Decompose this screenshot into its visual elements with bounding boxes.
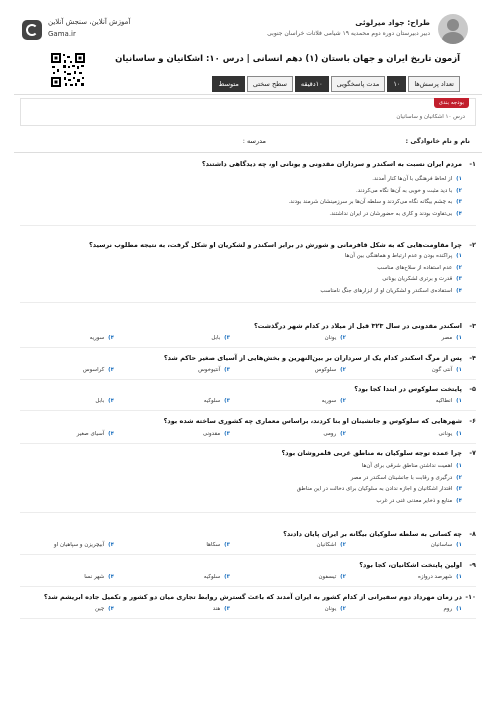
option-number: ۳) [224,606,230,612]
option-text: رومی [323,431,338,437]
answer-option-2[interactable] [318,574,346,580]
option-number: ۱) [456,463,462,469]
option-number: ۴) [108,335,114,341]
duration-value: ۱۰دقیقه [295,76,329,92]
option-text: سلوکوس [314,367,338,373]
option-number: ۲) [456,264,462,271]
option-number: ۲) [340,606,346,612]
option-number: ۲) [340,431,346,437]
option-text: انطاکیه [435,398,454,404]
answer-option-1[interactable] [418,574,462,580]
option-number: ۱) [456,398,462,404]
option-number: ۱) [456,335,462,341]
option-number: ۴) [108,431,114,437]
answer-option-3[interactable] [288,199,462,205]
answer-option-3[interactable] [204,398,230,404]
question-text: چه کسانی به سلطه سلوکیان بیگانه بر ایران پایان دادند؟ [283,530,462,538]
answer-option-2[interactable] [322,398,346,404]
option-number: ۴) [108,542,114,548]
answer-option-4[interactable] [90,335,114,341]
answer-option-4[interactable] [84,574,114,580]
question-number: ۸- [469,530,476,538]
option-number: ۳) [224,542,230,548]
question-text: در زمان مهرداد دوم سفیرانی از کدام کشور به ایران آمدند که باعث گسترش روابط تجاری میان دو کشور و تکمیل جاده ابریشم شد؟ [43,593,462,601]
question-text: چرا مقاومت‌هایی که به شکل قافرمانی و شورش در برابر اسکندر و لشکریان او شکل گرفت، به نتیجه مطلوب نرسید؟ [88,241,462,249]
answer-option-3[interactable] [297,486,462,492]
option-text: مقدونی [202,431,222,437]
option-number: ۴) [108,574,114,580]
option-number: ۳) [224,431,230,437]
question-number: ۱- [469,160,476,168]
option-number: ۳) [224,367,230,373]
question-text: مردم ایران نسبت به اسکندر و سرداران مقدونی و یونانی او، چه دیدگاهی داشتند؟ [201,160,462,168]
question-number: ۵- [469,385,476,393]
question-divider [20,586,476,587]
answer-option-2[interactable] [325,335,346,341]
option-text: سکاها [206,542,222,548]
question-divider [20,554,476,555]
option-number: ۴) [456,210,462,217]
answer-option-1[interactable] [439,431,462,437]
answer-option-2[interactable] [323,431,346,437]
option-text: سوریه [321,398,338,404]
option-text: چین [95,606,106,612]
option-text: سلوکیه [203,574,222,580]
qr-code-icon[interactable] [50,52,86,88]
answer-option-3[interactable] [204,574,230,580]
answer-option-2[interactable] [315,367,346,373]
question-divider [20,225,476,226]
option-number: ۳) [224,335,230,341]
question-number: ۲- [469,241,476,249]
option-text: سوریه [89,335,106,341]
answer-option-1[interactable] [432,367,462,373]
option-text: یونان [324,606,338,612]
question-divider [20,347,476,348]
question-divider [20,443,476,444]
option-number: ۳) [224,574,230,580]
option-number: ۴) [108,606,114,612]
answer-option-4[interactable] [376,498,462,504]
option-text: هند [212,606,222,612]
site-url[interactable]: Gama.ir [48,30,76,38]
topic-tag: بودجه بندی [434,98,469,108]
option-number: ۱) [456,176,462,182]
option-text: بابل [95,398,106,404]
answer-option-4[interactable] [320,288,462,294]
option-number: ۲) [340,398,346,404]
answer-option-4[interactable] [95,398,114,404]
exam-title: آزمون تاریخ ایران و جهان باستان (۱) دهم انسانی | درس ۱۰: اشکانیان و ساسانیان [115,54,460,64]
answer-option-2[interactable] [316,542,346,548]
option-number: ۱) [456,253,462,259]
option-number: ۲) [340,335,346,341]
option-text: به چشم بیگانه نگاه می‌کردند و سلطه آن‌ها بر سرزمینشان شرمند بودند. [288,199,454,205]
answer-option-1[interactable] [372,176,462,182]
option-number: ۴) [456,497,462,504]
option-number: ۱) [456,574,462,580]
option-text: عدم استفاده از سلاح‌های مناسب [377,264,454,271]
option-text: ساسانیان [430,542,454,548]
question-divider [20,512,476,513]
question-divider [20,618,476,619]
question-number: ۴- [469,354,476,362]
answer-option-3[interactable] [203,431,230,437]
option-text: اقتدار اشکانیان و اجازه ندادن به سلوکیان برای دخالت در این مناطق [296,486,454,492]
option-text: روم [443,606,454,612]
gama-logo-icon [22,20,42,40]
answer-option-4[interactable] [329,211,462,217]
question-number: ۳- [469,322,476,330]
answer-option-4[interactable] [95,606,114,612]
option-text: درگیری و رقابت با جانشینان اسکندر در مصر [350,474,454,481]
option-number: ۲) [340,367,346,373]
option-number: ۱) [456,542,462,548]
option-number: ۲) [456,187,462,194]
option-text: آسیای صغیر [76,431,106,437]
topic-text: درس ۱۰ اشکانیان و ساسانیان [396,114,465,120]
option-text: بابل [211,335,222,341]
answer-option-2[interactable] [356,188,462,194]
option-text: مصر [441,335,454,341]
question-number: ۹- [469,561,476,569]
option-number: ۲) [340,574,346,580]
option-number: ۱) [456,431,462,437]
answer-option-1[interactable] [431,542,462,548]
answer-option-3[interactable] [382,276,462,282]
answer-option-1[interactable] [362,463,462,469]
answer-option-3[interactable] [213,606,230,612]
author-role: دبیر دبیرستان دوره دوم محمدیه ۱۹ شیامی فلاتات خراسان جنوبی [267,30,430,37]
option-text: منابع و ذخایر معدنی غنی در غرب [376,497,454,504]
duration-label: مدت پاسخگویی [331,76,386,92]
option-number: ۳) [224,398,230,404]
question-text: پس از مرگ اسکندر کدام یک از سرداران بر بین‌النهرین و بخش‌هایی از آسیای صغیر حاکم شد؟ [163,354,462,362]
school-label: مدرسه : [242,137,266,145]
answer-option-3[interactable] [206,542,230,548]
difficulty-value: متوسط [212,76,244,92]
header [14,12,482,92]
question-count-value: ۱۰ [387,76,406,92]
student-name-label: نام و نام خانوادگی : [405,137,470,145]
answer-option-1[interactable] [345,253,462,259]
student-info [20,134,476,148]
option-number: ۴) [108,398,114,404]
option-text: سلوکیه [203,398,222,404]
topic-box [20,98,476,126]
option-text: آبیچریزن و سپاهیان او [54,542,106,548]
option-text: یونانی [438,431,454,437]
option-text: اهمیت نداشتن مناطق شرقی برای آن‌ها [361,463,454,469]
option-text: شهر نسا [84,574,106,580]
answer-option-3[interactable] [198,367,230,373]
option-number: ۱) [456,367,462,373]
site-name: آموزش آنلاین، سنجش آنلاین [48,18,131,26]
answer-option-4[interactable] [54,542,114,548]
answer-option-1[interactable] [442,335,463,341]
question-text: پایتخت سلوکوس در ابتدا کجا بود؟ [354,385,462,393]
question-number: ۶- [469,417,476,425]
question-divider [20,410,476,411]
option-number: ۱) [456,606,462,612]
difficulty-label: سطح سختی [247,76,293,92]
author-avatar [438,14,468,44]
exam-meta [212,76,460,92]
answer-option-2[interactable] [325,606,346,612]
option-text: یونان [324,335,338,341]
answer-option-4[interactable] [77,431,114,437]
question-number: ۷- [469,449,476,457]
answer-option-3[interactable] [211,335,230,341]
option-number: ۲) [340,542,346,548]
question-divider [20,379,476,380]
option-text: اشکانیان [316,542,338,548]
question-divider [20,302,476,303]
option-text: تیسفون [318,574,338,580]
option-text: شهرصد دروازه [417,574,454,580]
question-text: اولین پایتخت اشکانیان، کجا بود؟ [359,561,462,569]
question-text: شهرهایی که سلوکوس و جانشینان او بنا کردند، براساس معماری چه کشوری ساخته شده بود؟ [163,417,462,425]
option-text: قدرت و برتری لشکریان یونانی [382,276,454,282]
question-number: ۱۰- [465,593,476,601]
option-number: ۳) [456,199,462,205]
option-number: ۳) [456,276,462,282]
option-text: پراکنده بودن و عدم ارتباط و هماهنگی بین آن‌ها [344,253,454,259]
option-text: بی‌تفاوت بودند و کاری به حضورشان در ایران نداشتند. [329,210,454,217]
option-text: استفاده‌ی اسکندر و لشکریان او از ابزارهای جنگ نامناسب [320,287,454,294]
option-text: آنتی گون [431,367,454,373]
header-divider [14,94,482,95]
answer-option-2[interactable] [377,265,462,271]
option-text: با دید مثبت و خوبی به آن‌ها نگاه می‌کردند. [355,187,454,194]
student-divider [14,152,482,153]
answer-option-1[interactable] [444,606,462,612]
question-text: چرا عمده توجه سلوکیان به مناطق غربی قلمروشان بود؟ [281,449,462,457]
option-number: ۴) [456,287,462,294]
question-text: اسکندر مقدونی در سال ۳۲۳ قبل از میلاد در کدام شهر درگذشت؟ [253,322,462,330]
answer-option-2[interactable] [351,475,462,481]
option-number: ۳) [456,486,462,492]
author-name: طراح: جواد میرلوئی [355,18,430,27]
option-text: کراسوس [82,367,106,373]
option-text: آنتیوخوس [198,367,222,373]
answer-option-1[interactable] [436,398,462,404]
answer-option-4[interactable] [83,367,114,373]
option-number: ۲) [456,474,462,481]
question-count-label: تعداد پرسش‌ها [408,76,460,92]
option-text: از لحاظ فرهنگی با آن‌ها کنار آمدند. [372,176,454,182]
option-number: ۴) [108,367,114,373]
